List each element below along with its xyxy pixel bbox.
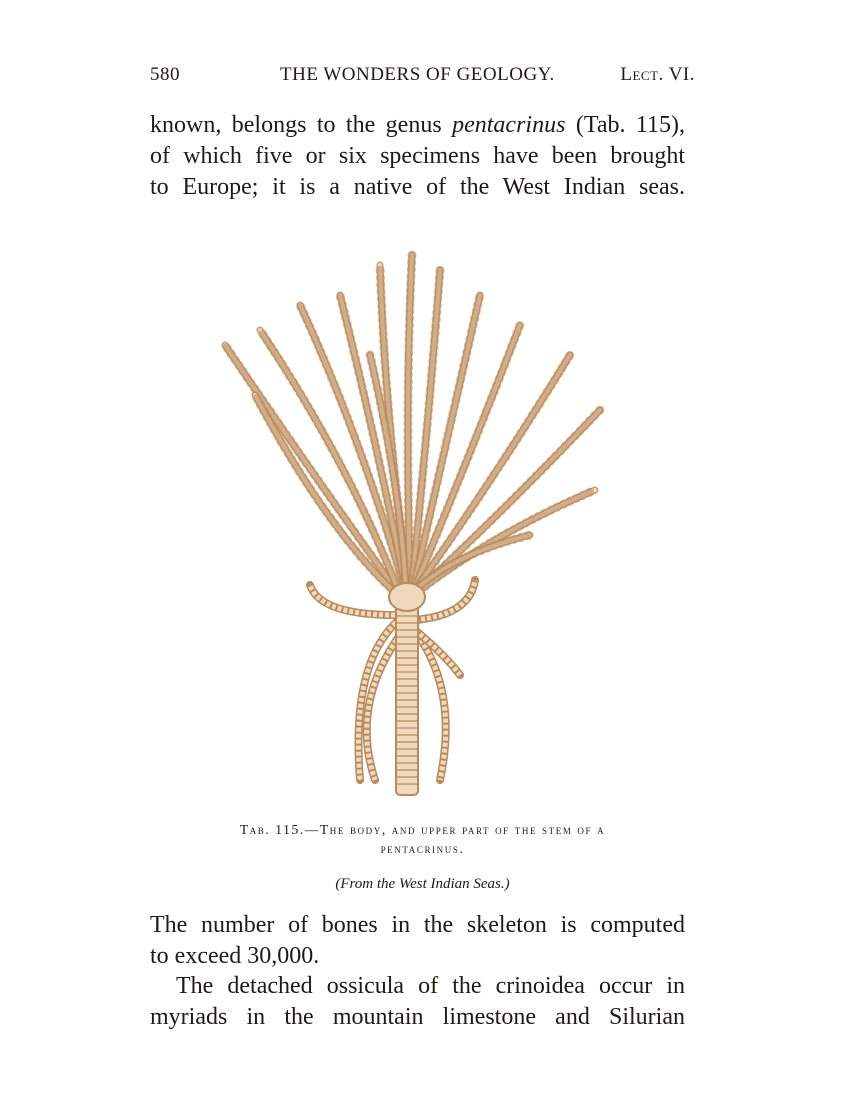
paragraph-ossicula (150, 971, 685, 1033)
text-line: myriads in the mountain limestone and Silurian (150, 1004, 685, 1030)
text-line: to exceed 30,000. (150, 943, 320, 969)
text-segment: known, belongs to the genus (150, 112, 453, 138)
caption-text: pentacrinus. (380, 841, 465, 856)
figure-caption-line2 (150, 841, 695, 857)
page-number: 580 (150, 64, 180, 85)
crinoid-cirrus-fill (310, 585, 395, 615)
section-label: Lect. VI. (620, 64, 695, 85)
text-line: to Europe; it is a native of the West Indian seas. (150, 174, 685, 200)
running-title: THE WONDERS OF GEOLOGY. (280, 64, 555, 85)
text-line (150, 110, 685, 141)
figure-caption-line1 (150, 822, 695, 838)
text-line: The number of bones in the skeleton is computed (150, 912, 685, 938)
crinoid-pinnules (408, 255, 412, 585)
text-line: The detached ossicula of the crinoidea occur in (176, 973, 685, 999)
text-line: of which five or six specimens have been brought (150, 143, 685, 169)
genus-name: pentacrinus (452, 112, 566, 138)
caption-text: Tab. 115.—The body, and upper part of the stem of a (239, 822, 606, 837)
crinoid-calyx (389, 583, 425, 611)
running-header (150, 64, 695, 90)
figure-source: (From the West Indian Seas.) (335, 876, 510, 892)
paragraph-bone-count (150, 910, 685, 972)
top-paragraph (150, 110, 685, 203)
pentacrinus-illustration (200, 235, 620, 800)
text-segment: (Tab. 115), (565, 112, 685, 138)
